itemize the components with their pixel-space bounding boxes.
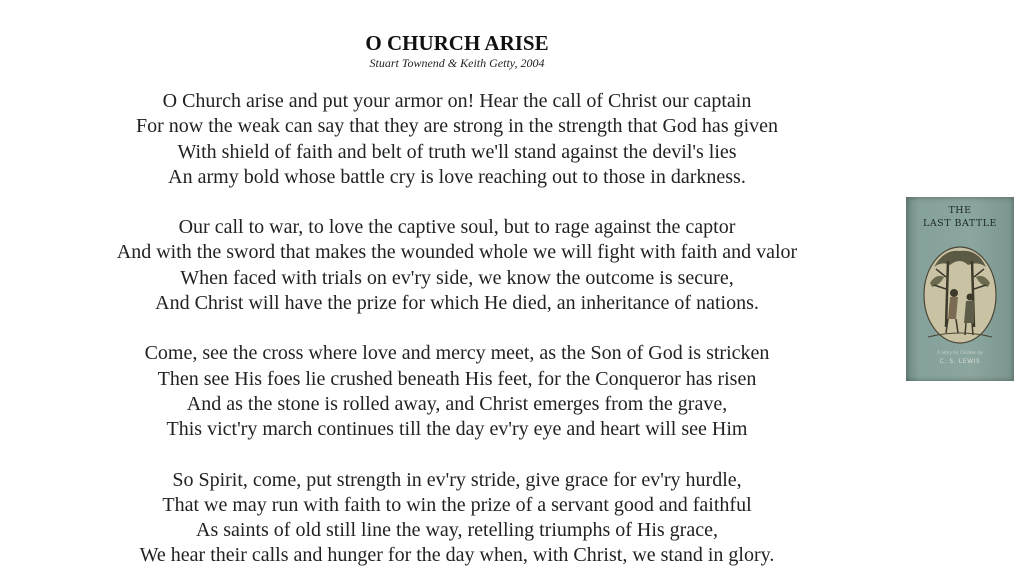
lyric-line: When faced with trials on ev'ry side, we know the outcome is secure, [180, 266, 734, 289]
lyric-line: Our call to war, to love the captive soul, but to rage against the captor [178, 216, 736, 239]
book-cover-author: C. S. LEWIS [939, 358, 981, 365]
lyric-line: That we may run with faith to win the prize of a servant good and faithful [162, 493, 752, 516]
book-illustration [920, 237, 1000, 347]
book-cover-image [906, 197, 1014, 381]
verse-4 [0, 468, 914, 569]
lyric-line: With shield of faith and belt of truth we'll stand against the devil's lies [177, 140, 737, 163]
lyrics [0, 89, 914, 576]
book-title-line: THE [948, 205, 972, 216]
book-cover-blurb: A Story for Children by [937, 350, 983, 355]
verse-1 [0, 89, 914, 190]
book-cover-title [906, 204, 1014, 230]
lyric-line: This vict'ry march continues till the day ev'ry eye and heart will see Him [166, 418, 748, 441]
lyric-line: An army bold whose battle cry is love reaching out to those in darkness. [168, 165, 746, 188]
lyric-line: Come, see the cross where love and mercy meet, as the Son of God is stricken [144, 342, 770, 365]
lyric-line: O Church arise and put your armor on! Hear the call of Christ our captain [162, 90, 752, 112]
lyric-line: So Spirit, come, put strength in ev'ry stride, give grace for ev'ry hurdle, [172, 468, 742, 491]
lyric-line: We hear their calls and hunger for the day when, with Christ, we stand in glory. [139, 544, 775, 567]
lyric-line: For now the weak can say that they are strong in the strength that God has given [135, 115, 779, 138]
song-title: O CHURCH ARISE [365, 31, 549, 55]
lyric-line: And as the stone is rolled away, and Christ emerges from the grave, [186, 392, 728, 415]
lyric-line: Then see His foes lie crushed beneath His feet, for the Conqueror has risen [157, 367, 757, 390]
verse-3 [0, 341, 914, 442]
book-title-line: LAST BATTLE [923, 218, 997, 229]
song-header [0, 30, 914, 70]
lyric-line: And with the sword that makes the wounded whole we will fight with faith and valor [116, 241, 798, 264]
lyric-line: As saints of old still line the way, retelling triumphs of His grace, [196, 519, 718, 542]
lyric-line: And Christ will have the prize for which He died, an inheritance of nations. [155, 292, 759, 315]
verse-2 [0, 215, 914, 316]
song-credit: Stuart Townend & Keith Getty, 2004 [369, 56, 545, 70]
